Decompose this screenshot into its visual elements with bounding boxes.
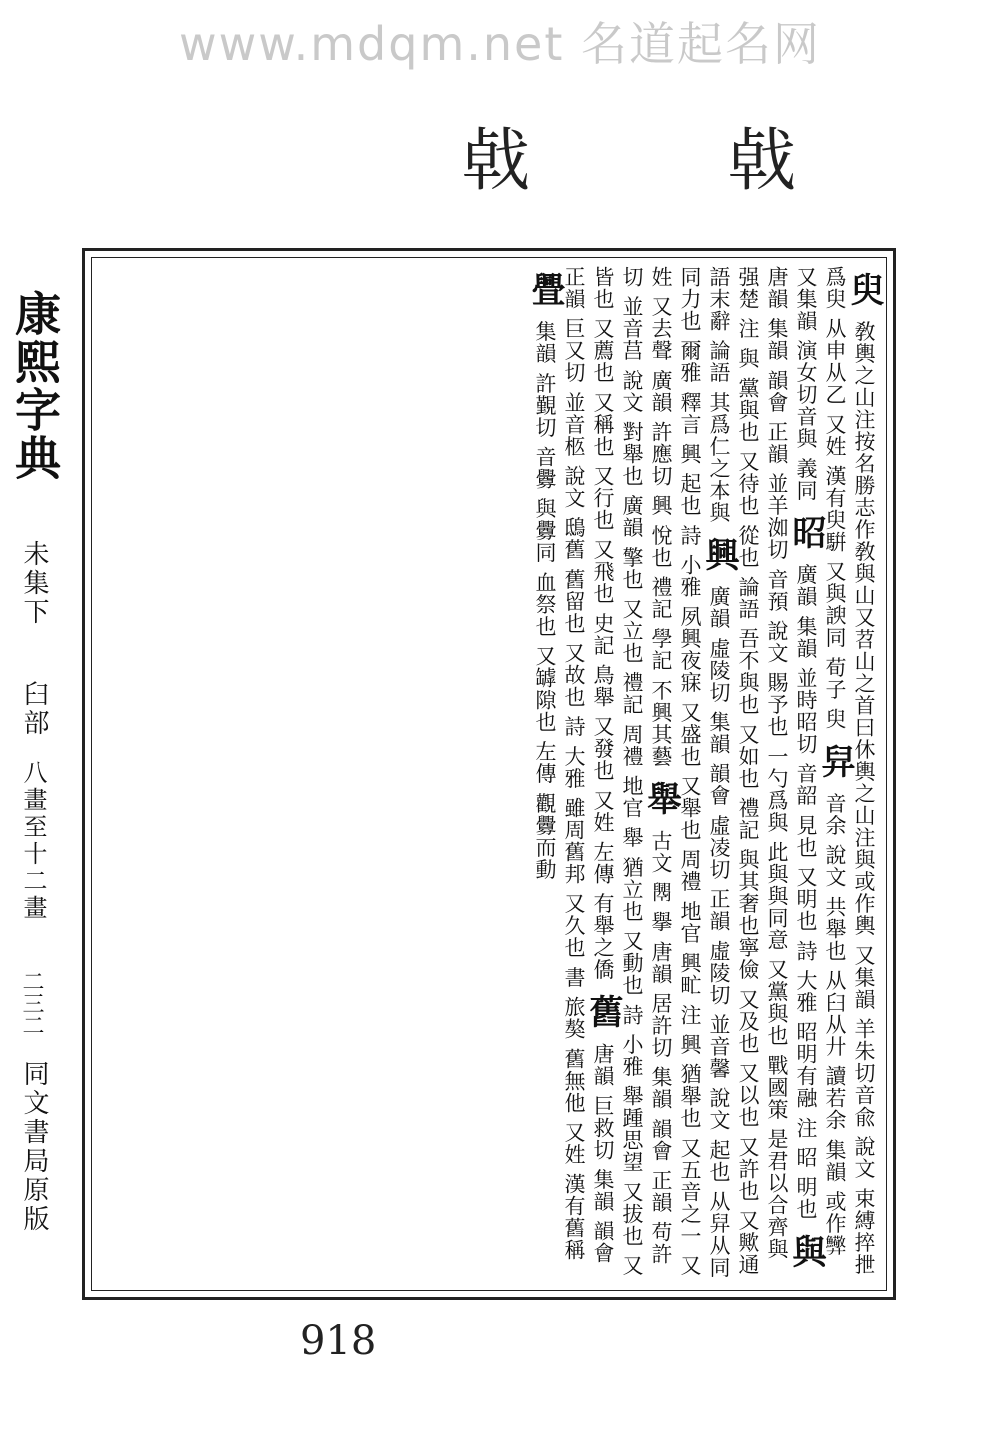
publisher-label: 同文書局原版 xyxy=(19,1060,49,1234)
seal-character-right: 㦸 xyxy=(728,122,797,201)
page-number: 918 xyxy=(300,1318,377,1364)
page-code: 二三二 xyxy=(19,970,44,1036)
entry-text: 廣韻 集韻 並時昭切 音韶 見也 又明也 詩 大雅 昭明有融 注 昭 明也 xyxy=(794,563,818,1221)
entry-text: 敎輿之山注按名勝志作敎與山又苕山之首曰休輿之山注與或作輿 又集韻 羊朱切音兪 說文 束縛捽抴爲臾 从申从乙 又姓 漢有臾騈 又與諛同 荀子 臾 xyxy=(823,266,876,1276)
entry-head: 舉 xyxy=(641,781,681,817)
entry-head: 昭 xyxy=(786,515,826,551)
entry-head: 興 xyxy=(699,537,739,573)
entry-text: 唐韻 集韻 韻會 正韻 並羊洳切 音預 說文 賜予也 一勺爲與 此與與同意 又黨與也 戰國策 是君以合齊與强楚 注 與 黨與也 又待也 從也 論語 吾不與也 又如也 禮記 與其奢也寧儉 又及也 又以也 又許也 又歟通 語末辭 論語 其爲仁之本與 xyxy=(707,266,789,1276)
entry-head: 舋 xyxy=(525,272,565,307)
dictionary-body xyxy=(102,266,884,1282)
entry-text: 音余 說文 共舉也 从臼从廾 讀若余 集韻 或作𢍸 又集韻 演女切音與 義同 xyxy=(794,266,847,1257)
entry-text: 廣韻 虛陵切 集韻 韻會 虛凌切 正韻 虛陵切 並音馨 說文 起也 从舁从同 同力也 爾雅 釋言 興 起也 詩 小雅 夙興夜寐 又盛也 又舉也 周禮 地官 興甿 注 興 猶舉也 又五音之一 又姓 又去聲 廣韻 許應切 興 悅也 禮記 學記 不興其藝 xyxy=(649,266,731,1279)
book-title: 康熙字典 xyxy=(8,290,62,482)
entry-head: 舁 xyxy=(815,743,855,779)
stroke-range-label: 八畫至十二畫 xyxy=(19,760,47,922)
entry-text: 唐韻 巨救切 集韻 韻會 正韻 巨又切 並音柩 說文 鴟舊 舊留也 又故也 詩 大雅 雖周舊邦 又久也 書 旅獒 舊無他 又姓 漢有舊稱 xyxy=(562,266,615,1265)
page-frame-inner xyxy=(91,257,887,1291)
entry-head: 舊 xyxy=(583,994,623,1030)
radical-label: 臼部 xyxy=(19,680,49,738)
entry-text: 古文 𦦝 擧 唐韻 居許切 集韻 韻會 正韻 苟許切 並音莒 說文 對舉也 廣韻 擎也 又立也 禮記 周禮 地官 舉 猶立也 又動也 詩 小雅 舉踵思望 又拔也 又皆也 又薦也 又稱也 又行也 又飛也 史記 鳥舉 又發也 又姓 左傳 有舉之僑 xyxy=(591,266,673,1277)
section-label: 未集下 xyxy=(19,540,49,627)
entry-text: 集韻 許覲切 音釁 與釁同 血祭也 又罅隙也 左傳 觀釁而動 xyxy=(533,320,557,881)
entry-head: 與 xyxy=(786,1233,826,1269)
watermark: www.mdqm.net 名道起名网 xyxy=(178,17,822,71)
entry-head: 臾 xyxy=(844,272,884,307)
page-frame xyxy=(82,248,896,1300)
seal-character-left: 㦸 xyxy=(462,122,531,201)
